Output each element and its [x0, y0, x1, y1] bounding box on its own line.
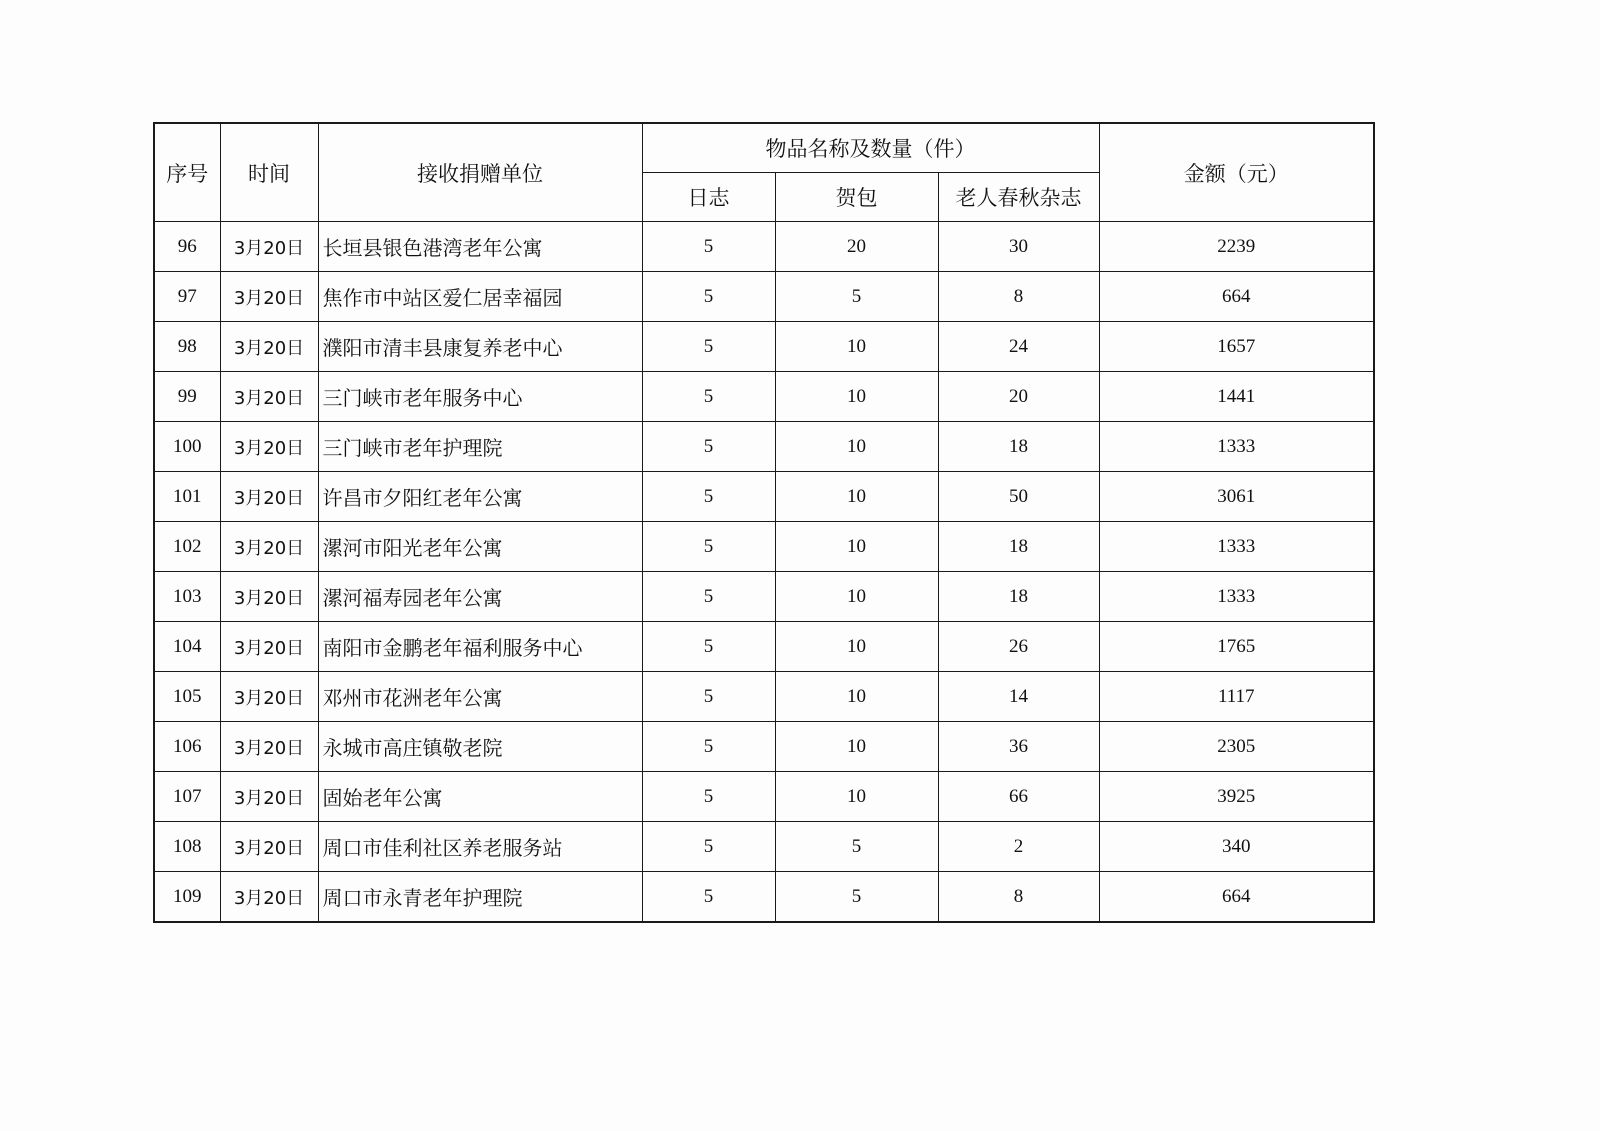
cell-diary: 5: [642, 472, 775, 522]
table-row: [154, 872, 1374, 923]
cell-magazine: 66: [938, 772, 1099, 822]
cell-time: 3月20日: [220, 472, 318, 522]
table-row: [154, 222, 1374, 272]
cell-amount: 3061: [1099, 472, 1374, 522]
cell-diary: 5: [642, 422, 775, 472]
cell-diary: 5: [642, 872, 775, 923]
cell-unit: 濮阳市清丰县康复养老中心: [318, 322, 642, 372]
cell-diary: 5: [642, 672, 775, 722]
cell-amount: 1333: [1099, 422, 1374, 472]
header-diary: 日志: [642, 173, 775, 222]
cell-time: 3月20日: [220, 422, 318, 472]
cell-amount: 340: [1099, 822, 1374, 872]
table-row: [154, 622, 1374, 672]
cell-diary: 5: [642, 722, 775, 772]
cell-unit: 周口市佳利社区养老服务站: [318, 822, 642, 872]
table-body: [154, 222, 1374, 923]
cell-index: 107: [154, 772, 220, 822]
cell-unit: 邓州市花洲老年公寓: [318, 672, 642, 722]
cell-time: 3月20日: [220, 872, 318, 923]
cell-unit: 南阳市金鹏老年福利服务中心: [318, 622, 642, 672]
cell-gift-bag: 5: [775, 872, 938, 923]
table-row: [154, 522, 1374, 572]
cell-time: 3月20日: [220, 622, 318, 672]
cell-index: 100: [154, 422, 220, 472]
cell-time: 3月20日: [220, 672, 318, 722]
table-row: [154, 272, 1374, 322]
cell-time: 3月20日: [220, 772, 318, 822]
cell-diary: 5: [642, 772, 775, 822]
cell-magazine: 18: [938, 522, 1099, 572]
cell-index: 96: [154, 222, 220, 272]
cell-gift-bag: 10: [775, 672, 938, 722]
table-header: [154, 123, 1374, 222]
cell-index: 108: [154, 822, 220, 872]
cell-gift-bag: 10: [775, 572, 938, 622]
cell-gift-bag: 10: [775, 772, 938, 822]
cell-diary: 5: [642, 622, 775, 672]
cell-unit: 漯河福寿园老年公寓: [318, 572, 642, 622]
table-row: [154, 722, 1374, 772]
table-row: [154, 772, 1374, 822]
cell-unit: 固始老年公寓: [318, 772, 642, 822]
cell-gift-bag: 10: [775, 422, 938, 472]
cell-magazine: 30: [938, 222, 1099, 272]
cell-diary: 5: [642, 572, 775, 622]
header-gift-bag: 贺包: [775, 173, 938, 222]
header-unit: 接收捐赠单位: [318, 123, 642, 222]
cell-gift-bag: 10: [775, 522, 938, 572]
cell-diary: 5: [642, 822, 775, 872]
header-row-top: [154, 123, 1374, 173]
cell-diary: 5: [642, 272, 775, 322]
cell-index: 97: [154, 272, 220, 322]
cell-index: 104: [154, 622, 220, 672]
cell-time: 3月20日: [220, 372, 318, 422]
cell-unit: 永城市高庄镇敬老院: [318, 722, 642, 772]
table-row: [154, 322, 1374, 372]
cell-gift-bag: 5: [775, 272, 938, 322]
donation-table: [153, 122, 1375, 923]
cell-index: 101: [154, 472, 220, 522]
cell-unit: 许昌市夕阳红老年公寓: [318, 472, 642, 522]
cell-amount: 1333: [1099, 522, 1374, 572]
table-row: [154, 422, 1374, 472]
cell-amount: 2305: [1099, 722, 1374, 772]
cell-index: 109: [154, 872, 220, 923]
cell-magazine: 8: [938, 272, 1099, 322]
cell-amount: 1333: [1099, 572, 1374, 622]
cell-magazine: 24: [938, 322, 1099, 372]
cell-time: 3月20日: [220, 722, 318, 772]
header-time: 时间: [220, 123, 318, 222]
cell-index: 99: [154, 372, 220, 422]
cell-diary: 5: [642, 222, 775, 272]
cell-amount: 1117: [1099, 672, 1374, 722]
table-row: [154, 472, 1374, 522]
header-index: 序号: [154, 123, 220, 222]
cell-time: 3月20日: [220, 572, 318, 622]
header-items-group: 物品名称及数量（件）: [642, 123, 1099, 173]
header-amount: 金额（元）: [1099, 123, 1374, 222]
cell-magazine: 8: [938, 872, 1099, 923]
table-row: [154, 822, 1374, 872]
cell-magazine: 14: [938, 672, 1099, 722]
header-magazine: 老人春秋杂志: [938, 173, 1099, 222]
table-row: [154, 572, 1374, 622]
cell-index: 106: [154, 722, 220, 772]
cell-magazine: 2: [938, 822, 1099, 872]
cell-amount: 3925: [1099, 772, 1374, 822]
cell-magazine: 18: [938, 422, 1099, 472]
cell-gift-bag: 5: [775, 822, 938, 872]
cell-magazine: 26: [938, 622, 1099, 672]
cell-index: 105: [154, 672, 220, 722]
cell-diary: 5: [642, 522, 775, 572]
table-row: [154, 372, 1374, 422]
cell-gift-bag: 10: [775, 372, 938, 422]
cell-unit: 漯河市阳光老年公寓: [318, 522, 642, 572]
cell-diary: 5: [642, 372, 775, 422]
cell-time: 3月20日: [220, 822, 318, 872]
cell-amount: 2239: [1099, 222, 1374, 272]
cell-magazine: 50: [938, 472, 1099, 522]
cell-amount: 1441: [1099, 372, 1374, 422]
cell-diary: 5: [642, 322, 775, 372]
cell-index: 103: [154, 572, 220, 622]
cell-amount: 1657: [1099, 322, 1374, 372]
cell-magazine: 18: [938, 572, 1099, 622]
cell-index: 98: [154, 322, 220, 372]
cell-unit: 周口市永青老年护理院: [318, 872, 642, 923]
cell-unit: 焦作市中站区爱仁居幸福园: [318, 272, 642, 322]
cell-gift-bag: 10: [775, 472, 938, 522]
cell-unit: 长垣县银色港湾老年公寓: [318, 222, 642, 272]
cell-amount: 664: [1099, 872, 1374, 923]
cell-unit: 三门峡市老年服务中心: [318, 372, 642, 422]
cell-amount: 664: [1099, 272, 1374, 322]
cell-time: 3月20日: [220, 222, 318, 272]
cell-gift-bag: 10: [775, 722, 938, 772]
cell-index: 102: [154, 522, 220, 572]
cell-gift-bag: 10: [775, 322, 938, 372]
table-row: [154, 672, 1374, 722]
cell-time: 3月20日: [220, 322, 318, 372]
cell-magazine: 36: [938, 722, 1099, 772]
cell-gift-bag: 10: [775, 622, 938, 672]
cell-time: 3月20日: [220, 272, 318, 322]
cell-time: 3月20日: [220, 522, 318, 572]
cell-gift-bag: 20: [775, 222, 938, 272]
cell-magazine: 20: [938, 372, 1099, 422]
cell-unit: 三门峡市老年护理院: [318, 422, 642, 472]
cell-amount: 1765: [1099, 622, 1374, 672]
